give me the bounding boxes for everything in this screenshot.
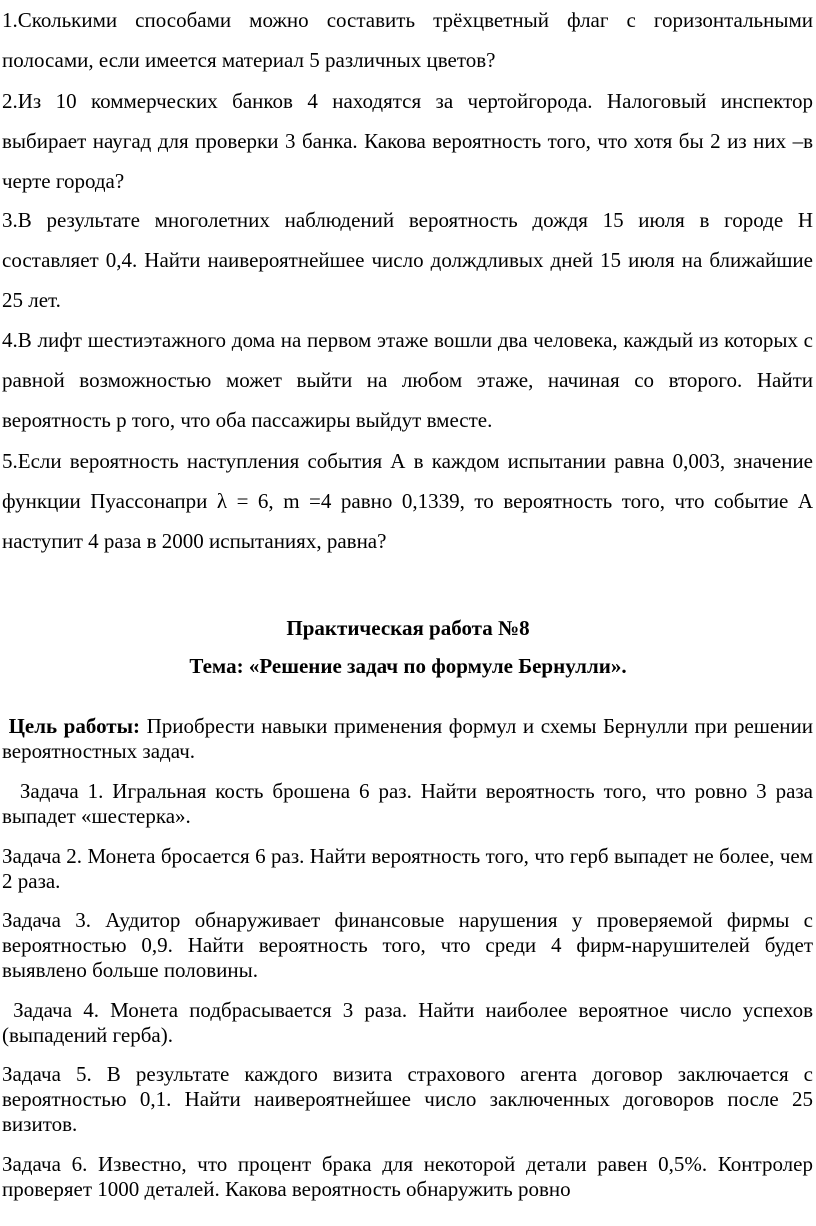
practical-topic: Тема: «Решение задач по формуле Бернулли». bbox=[189, 654, 627, 678]
goal-paragraph bbox=[2, 714, 813, 764]
problem-1: 1.Сколькими способами можно составить трёхцветный флаг с горизонтальными полосами, если имеется материал 5 различных цветов? bbox=[2, 8, 813, 72]
problem-3: 3.В результате многолетних наблюдений вероятность дождя 15 июля в городе Н составляет 0,4. Найти наивероятнейшее число долждливых дней 15 июля на ближайшие 25 лет. bbox=[2, 208, 813, 312]
task-4-text: Задача 4. Монета подбрасывается 3 раза. Найти наиболее вероятное число успехов (выпадений герба). bbox=[2, 998, 814, 1047]
task-1 bbox=[2, 779, 813, 829]
task-1-text: Задача 1. Игральная кость брошена 6 раз. Найти вероятность того, что ровно 3 раза выпадет «шестерка». bbox=[2, 779, 814, 828]
problem-4: 4.В лифт шестиэтажного дома на первом этаже вошли два человека, каждый из которых с равной возможностью может выйти на любом этаже, начиная со второго. Найти вероятность р того, что оба пассажиры выйдут вместе. bbox=[2, 328, 813, 432]
goal-label: Цель работы: bbox=[8, 714, 140, 738]
task-6: Задача 6. Известно, что процент брака для некоторой детали равен 0,5%. Контролер проверяет 1000 деталей. Какова вероятность обнаружить ровно bbox=[2, 1152, 813, 1201]
problem-2: 2.Из 10 коммерческих банков 4 находятся за чертойгорода. Налоговый инспектор выбирает наугад для проверки 3 банка. Какова вероятность того, что хотя бы 2 из них –в черте города? bbox=[2, 89, 813, 193]
task-4 bbox=[2, 998, 813, 1048]
practical-title: Практическая работа №8 bbox=[286, 616, 530, 640]
task-2: Задача 2. Монета бросается 6 раз. Найти вероятность того, что герб выпадет не более, чем 2 раза. bbox=[2, 844, 813, 893]
goal-text: Приобрести навыки применения формул и схемы Бернулли при решении вероятностных задач. bbox=[2, 714, 814, 763]
problem-5: 5.Если вероятность наступления события А в каждом испытании равна 0,003, значение функции Пуассонапри λ = 6, m =4 равно 0,1339, то вероятность того, что событие А наступит 4 раза в 2000 испытаниях, равна? bbox=[2, 449, 813, 553]
task-3: Задача 3. Аудитор обнаруживает финансовые нарушения у проверяемой фирмы с вероятностью 0,9. Найти вероятность того, что среди 4 фирм-нарушителей будет выявлено больше половины. bbox=[2, 908, 813, 982]
task-5: Задача 5. В результате каждого визита страхового агента договор заключается с вероятностью 0,1. Найти наивероятнейшее число заключенных договоров после 25 визитов. bbox=[2, 1062, 813, 1136]
